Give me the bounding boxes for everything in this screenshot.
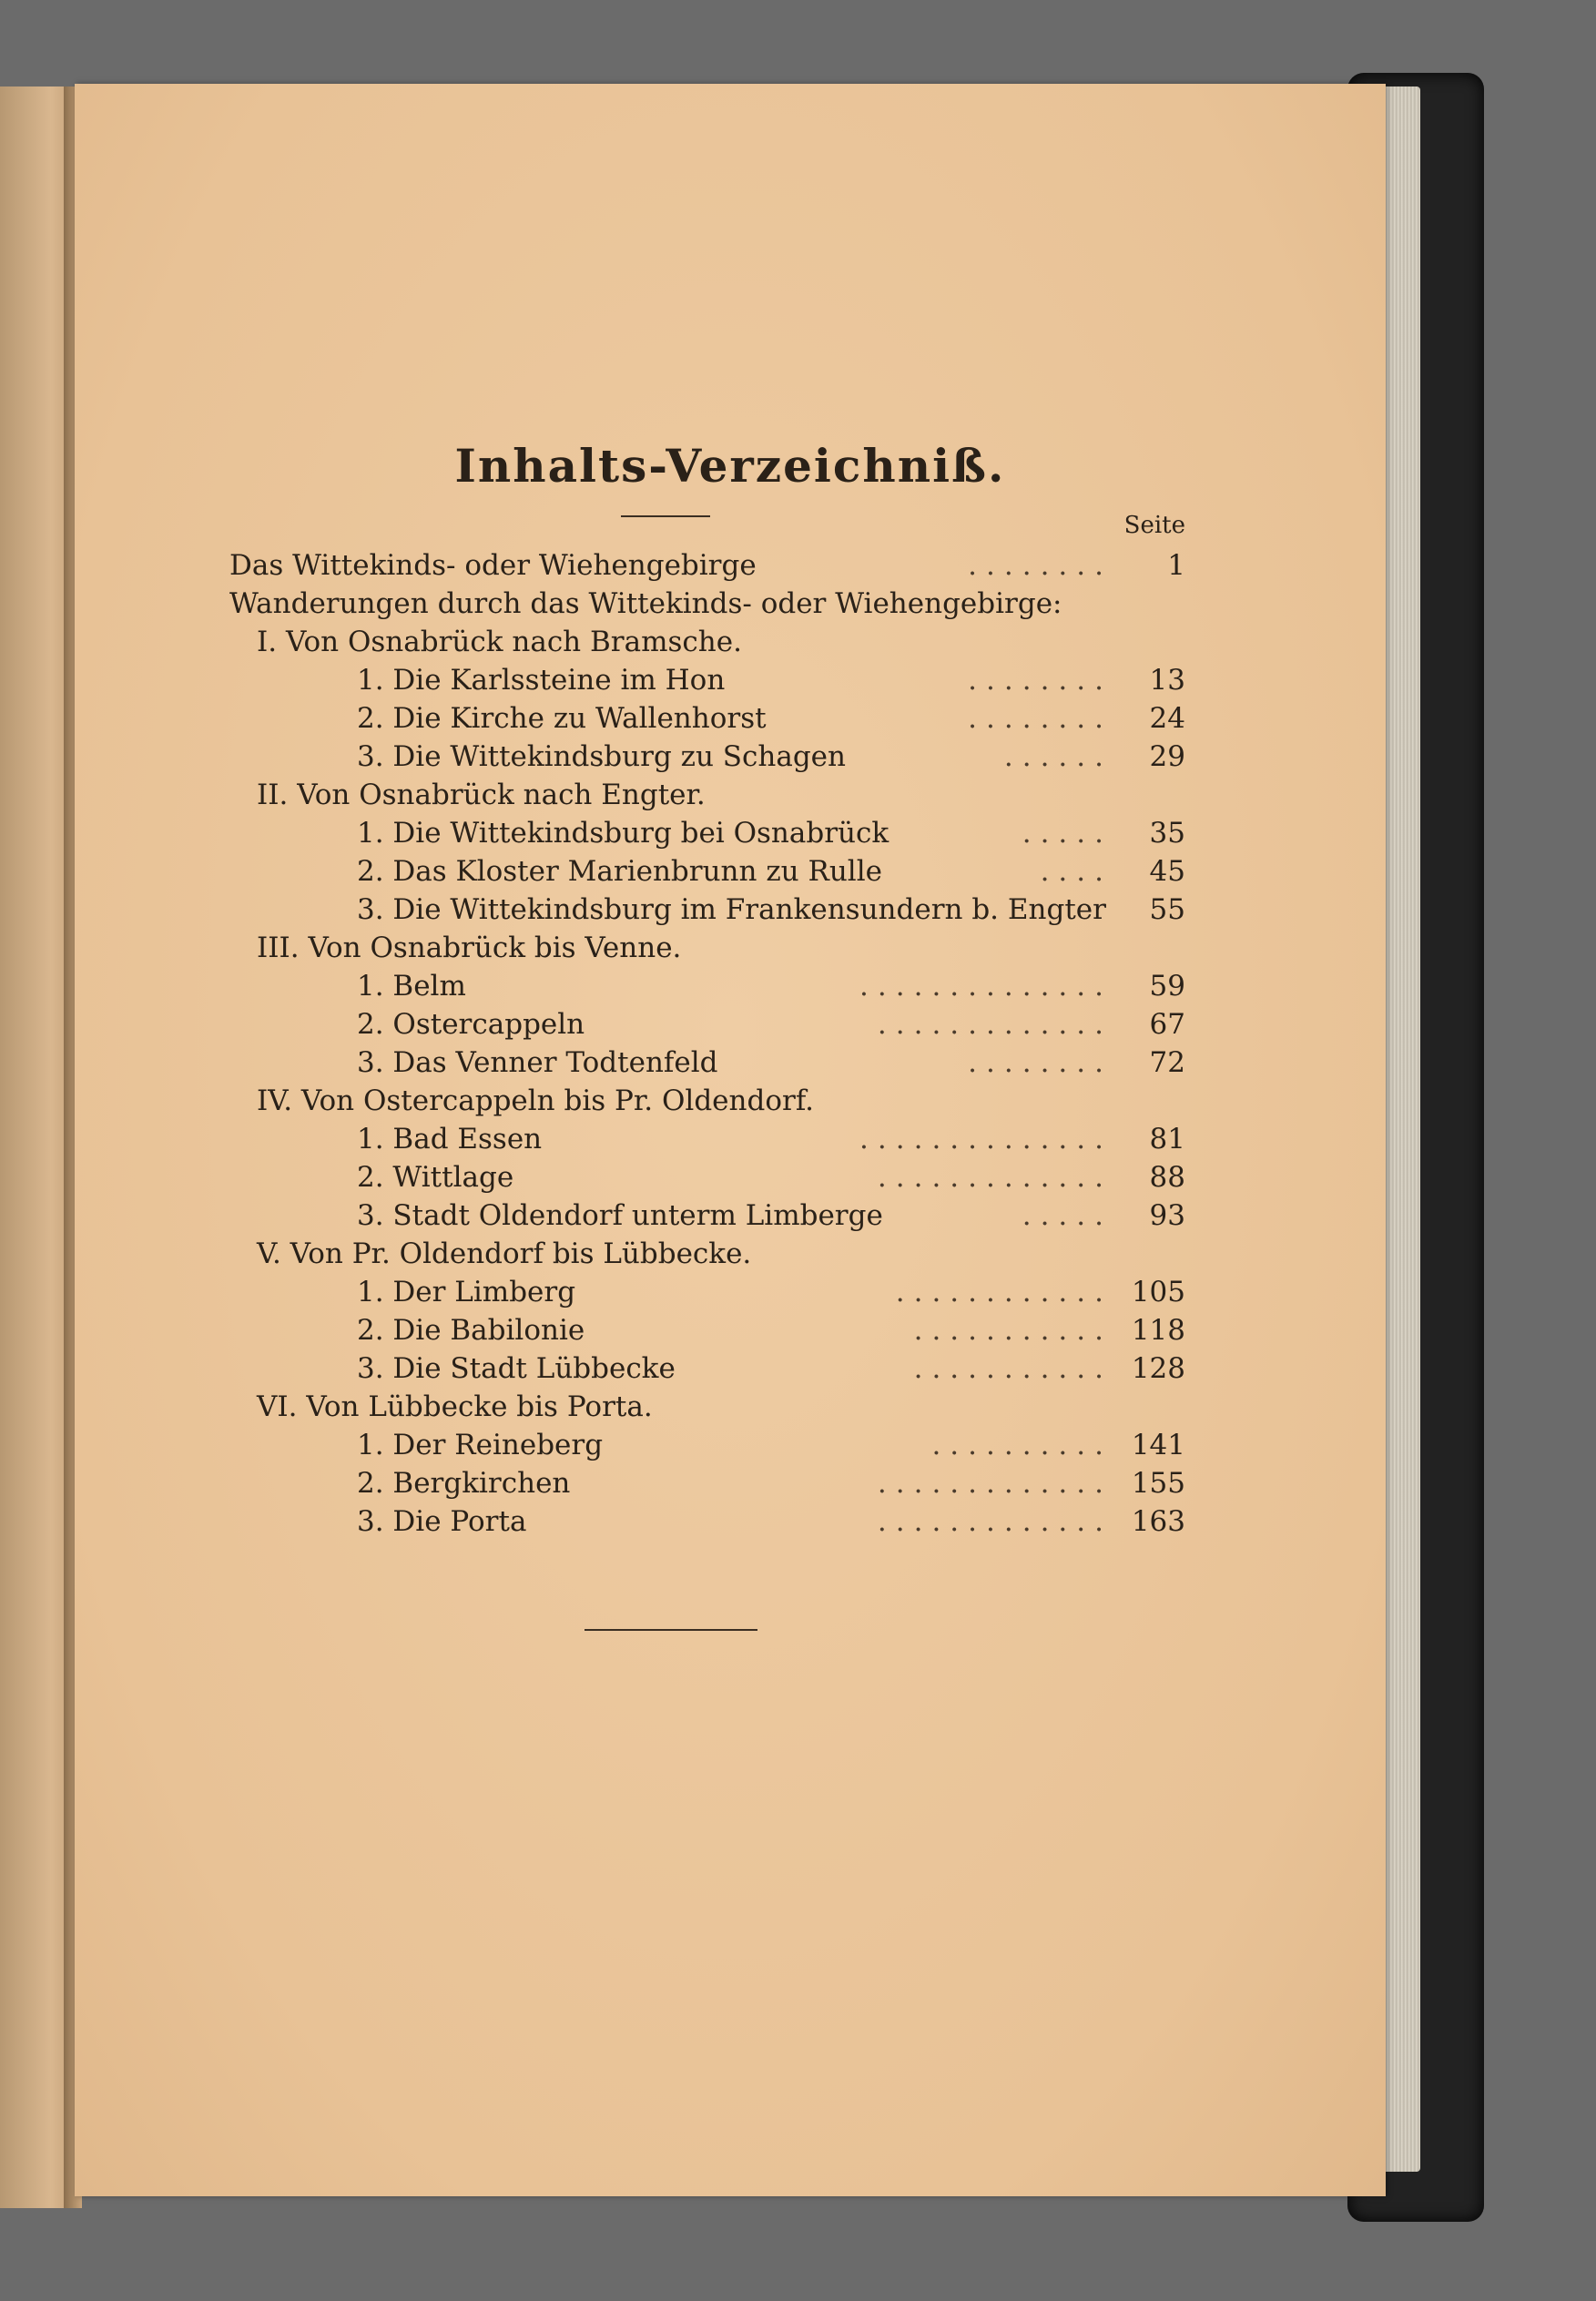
toc-entry-page: 13 — [1149, 664, 1185, 697]
toc-entry — [229, 1464, 1185, 1502]
toc-entry — [229, 929, 1185, 967]
title-rule — [621, 515, 710, 517]
toc-entry — [229, 1158, 1185, 1196]
toc-entry-label: I. Von Osnabrück nach Bramsche. — [257, 626, 742, 658]
toc-entry-page: 55 — [1149, 893, 1185, 926]
toc-entry-label: Das Wittekinds- oder Wiehengebirge — [229, 549, 757, 582]
toc-entry — [229, 623, 1185, 661]
toc-entry — [229, 1426, 1185, 1464]
toc-entry-leader: ...... — [1003, 740, 1113, 773]
toc-entry-page: 105 — [1131, 1276, 1185, 1308]
toc-entry-label: 2. Ostercappeln — [357, 1008, 585, 1041]
toc-entry-leader: ........ — [968, 549, 1113, 582]
toc-entry-page: 81 — [1149, 1123, 1185, 1156]
toc-entry-page: 93 — [1149, 1199, 1185, 1232]
toc-entry-label: 3. Stadt Oldendorf unterm Limberge — [357, 1199, 883, 1232]
toc-entry — [229, 1388, 1185, 1426]
toc-entry — [229, 1196, 1185, 1235]
toc-entry-label: 2. Die Babilonie — [357, 1314, 585, 1347]
page-column-label: Seite — [1123, 512, 1185, 539]
toc-entry-label: II. Von Osnabrück nach Engter. — [257, 779, 706, 811]
toc-entry-label: III. Von Osnabrück bis Venne. — [257, 932, 682, 964]
toc-entry — [229, 1005, 1185, 1044]
toc-entry-leader: .............. — [859, 1123, 1113, 1156]
toc-entry — [229, 1044, 1185, 1082]
toc-entry-page: 155 — [1131, 1467, 1185, 1500]
end-rule — [585, 1629, 757, 1631]
toc-entry-page: 141 — [1131, 1429, 1185, 1461]
toc-entry-leader: ........ — [968, 1046, 1113, 1079]
toc-entry-leader: .............. — [859, 970, 1113, 1003]
toc-entry-label: 1. Der Limberg — [357, 1276, 576, 1308]
toc-entry-label: 3. Das Venner Todtenfeld — [357, 1046, 718, 1079]
toc-entry-leader: ........... — [913, 1352, 1113, 1385]
table-of-contents — [229, 546, 1185, 1541]
toc-entry-label: Wanderungen durch das Wittekinds- oder Wiehengebirge: — [229, 587, 1062, 620]
toc-entry-leader: ............ — [895, 1276, 1113, 1308]
toc-entry-label: 3. Die Wittekindsburg zu Schagen — [357, 740, 846, 773]
left-page-edge — [0, 87, 73, 2208]
toc-entry-page: 45 — [1149, 855, 1185, 888]
toc-entry-page: 72 — [1149, 1046, 1185, 1079]
toc-entry-label: 1. Die Karlssteine im Hon — [357, 664, 726, 697]
toc-entry — [229, 967, 1185, 1005]
toc-entry — [229, 1273, 1185, 1311]
toc-entry-page: 67 — [1149, 1008, 1185, 1041]
toc-entry-page: 35 — [1149, 817, 1185, 850]
toc-entry — [229, 585, 1185, 623]
toc-entry-label: 1. Der Reineberg — [357, 1429, 604, 1461]
toc-entry — [229, 1235, 1185, 1273]
toc-entry-page: 128 — [1131, 1352, 1185, 1385]
toc-entry — [229, 738, 1185, 776]
toc-entry-page: 59 — [1149, 970, 1185, 1003]
toc-entry-leader: .......... — [931, 1429, 1113, 1461]
toc-entry-page: 24 — [1149, 702, 1185, 735]
toc-entry — [229, 891, 1185, 929]
toc-entry — [229, 852, 1185, 891]
book-page — [75, 84, 1386, 2196]
toc-entry-label: 3. Die Porta — [357, 1505, 527, 1538]
toc-entry-page: 29 — [1149, 740, 1185, 773]
toc-entry-leader: ..... — [1022, 817, 1113, 850]
toc-entry-leader: ..... — [1022, 1199, 1113, 1232]
toc-entry — [229, 1082, 1185, 1120]
toc-entry-leader: ........ — [968, 702, 1113, 735]
toc-entry — [229, 661, 1185, 699]
toc-entry-page: 88 — [1149, 1161, 1185, 1194]
toc-entry — [229, 1502, 1185, 1541]
toc-entry — [229, 1311, 1185, 1349]
toc-entry-page: 118 — [1131, 1314, 1185, 1347]
toc-entry — [229, 546, 1185, 585]
toc-entry-label: 2. Bergkirchen — [357, 1467, 571, 1500]
toc-entry-label: 3. Die Wittekindsburg im Frankensundern b. Engter — [357, 893, 1106, 926]
toc-entry-label: 3. Die Stadt Lübbecke — [357, 1352, 676, 1385]
toc-entry — [229, 1120, 1185, 1158]
toc-entry-leader: ........... — [913, 1314, 1113, 1347]
toc-entry — [229, 699, 1185, 738]
toc-entry-label: V. Von Pr. Oldendorf bis Lübbecke. — [257, 1237, 752, 1270]
toc-entry-label: 2. Die Kirche zu Wallenhorst — [357, 702, 767, 735]
toc-entry-leader: ............. — [877, 1505, 1113, 1538]
toc-entry-leader: .... — [1040, 855, 1113, 888]
page-title: Inhalts-Verzeichniß. — [454, 439, 1006, 493]
toc-entry-leader: ............. — [877, 1161, 1113, 1194]
toc-entry-label: 1. Die Wittekindsburg bei Osnabrück — [357, 817, 889, 850]
toc-entry — [229, 776, 1185, 814]
toc-entry — [229, 814, 1185, 852]
toc-entry-page: 163 — [1131, 1505, 1185, 1538]
toc-entry-leader: ............. — [877, 1467, 1113, 1500]
toc-entry-leader: ............. — [877, 1008, 1113, 1041]
toc-entry — [229, 1349, 1185, 1388]
toc-entry-label: 2. Das Kloster Marienbrunn zu Rulle — [357, 855, 882, 888]
toc-entry-page: 1 — [1167, 549, 1185, 582]
toc-entry-leader: ........ — [968, 664, 1113, 697]
toc-entry-label: VI. Von Lübbecke bis Porta. — [257, 1390, 653, 1423]
toc-entry-label: 1. Bad Essen — [357, 1123, 543, 1156]
toc-entry-label: 2. Wittlage — [357, 1161, 514, 1194]
toc-entry-label: IV. Von Ostercappeln bis Pr. Oldendorf. — [257, 1084, 815, 1117]
toc-entry-label: 1. Belm — [357, 970, 466, 1003]
